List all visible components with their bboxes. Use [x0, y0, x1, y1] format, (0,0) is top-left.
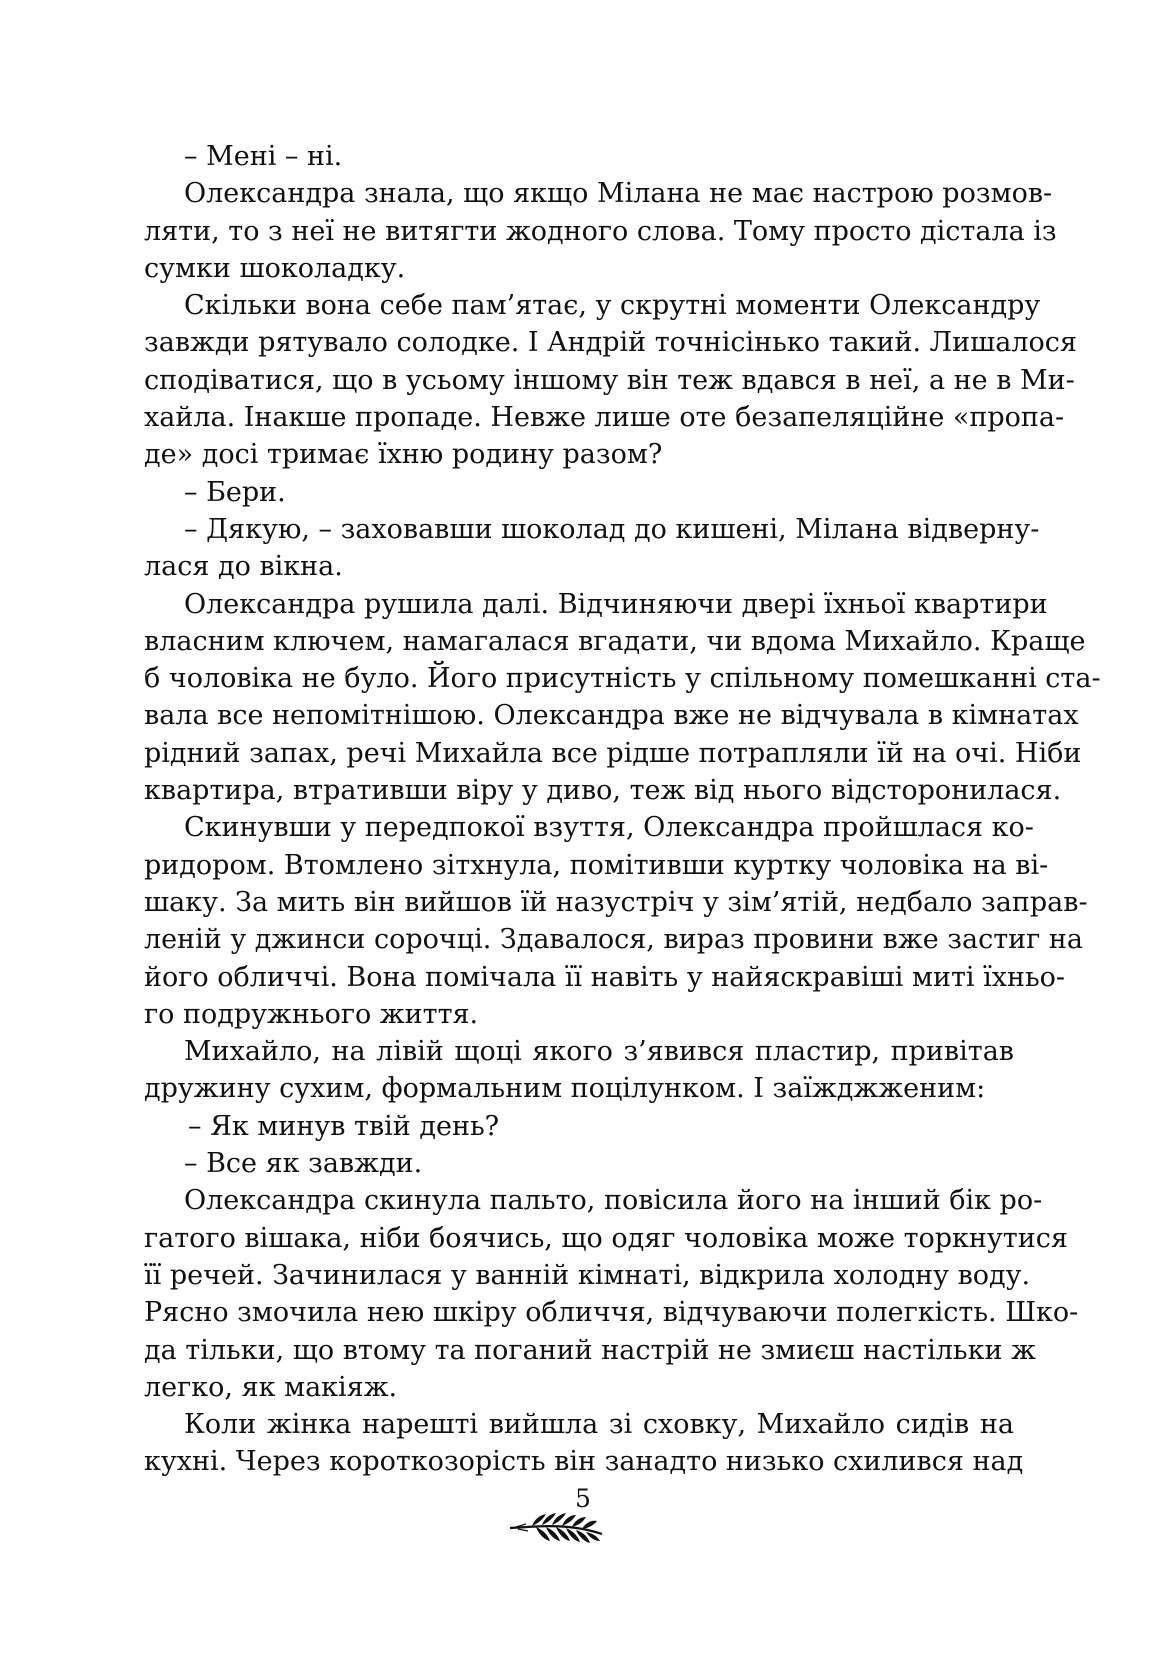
text-line: де» досі тримає їхню родину разом?	[144, 439, 663, 471]
text-line: вала все непомітнішою. Олександра вже не відчувала в кімнатах	[144, 700, 1079, 732]
text-line: хайла. Інакше пропаде. Невже лише оте безапеляційне «пропа-	[144, 402, 1065, 434]
wheat-ear-ornament-icon	[508, 1510, 608, 1550]
text-line: рідний запах, речі Михайла все рідше потрапляли їй на очі. Ніби	[144, 737, 1082, 769]
text-line: його обличчі. Вона помічала її навіть у найяскравіші миті їхньо-	[144, 961, 1066, 993]
text-line: шаку. За мить він вийшов їй назустріч у зім’ятій, недбало заправ-	[144, 886, 1088, 918]
text-line: кухні. Через короткозорість він занадто низько схилився над	[144, 1446, 1024, 1478]
text-line: лася до вікна.	[144, 551, 343, 583]
text-line: її речей. Зачинилася у ванній кімнаті, відкрила холодну воду.	[144, 1259, 1031, 1291]
paragraph-first-line: Олександра рушила далі. Відчиняючи двері їхньої квартири	[184, 588, 1048, 620]
text-line: гатого вішака, ніби боячись, що одяг чоловіка може торкнутися	[144, 1222, 1068, 1254]
text-line: го подружнього життя.	[144, 998, 479, 1030]
paragraph-first-line: Олександра скинула пальто, повісила його на інший бік ро-	[184, 1185, 1043, 1217]
text-line: дружину сухим, формальним поцілунком. І заїжджженим:	[144, 1073, 986, 1105]
text-line: сумки шоколадку.	[144, 252, 406, 284]
paragraph-first-line: – Все як завжди.	[184, 1148, 423, 1180]
text-line: завжди рятувало солодке. І Андрій точнісінько такий. Лишалося	[144, 327, 1077, 359]
paragraph-first-line: – Бери.	[184, 476, 286, 508]
text-line: власним ключем, намагалася вгадати, чи вдома Михайло. Краще	[144, 625, 1086, 657]
text-line: б чоловіка не було. Його присутність у спільному помешканні ста-	[144, 663, 1101, 695]
paragraph-first-line: Михайло, на лівій щоці якого з’явився пластир, привітав	[184, 1036, 1014, 1068]
text-line: ридором. Втомлено зітхнула, помітивши куртку чоловіка на ві-	[144, 849, 1049, 881]
paragraph-first-line: Скільки вона себе пам’ятає, у скрутні моменти Олександру	[184, 290, 1041, 322]
text-line: леній у джинси сорочці. Здавалося, вираз провини вже застиг на	[144, 924, 1083, 956]
text-line: квартира, втративши віру у диво, теж від нього відсторонилася.	[144, 775, 1062, 807]
paragraph-first-line: – Як минув твій день?	[188, 1110, 500, 1142]
page-number: 5	[575, 1484, 591, 1513]
paragraph-first-line: Олександра знала, що якщо Мілана не має настрою розмов-	[184, 178, 1053, 210]
page-body-text	[144, 138, 1101, 1481]
paragraph-first-line: – Дякую, – заховавши шоколад до кишені, Мілана відверну-	[184, 513, 1040, 545]
paragraph-first-line: Коли жінка нарешті вийшла зі сховку, Михайло сидів на	[184, 1409, 1014, 1441]
text-line: легко, як макіяж.	[144, 1371, 398, 1403]
paragraph-first-line: – Мені – ні.	[184, 141, 343, 172]
text-line: сподіватися, що в усьому іншому він теж вдався в неї, а не в Ми-	[144, 364, 1075, 396]
text-line: ляти, то з неї не витягти жодного слова. Тому просто дістала із	[144, 215, 1057, 247]
text-line: Рясно змочила нею шкіру обличчя, відчуваючи полегкість. Шко-	[144, 1297, 1079, 1329]
text-line: да тільки, що втому та поганий настрій не змиєш настільки ж	[144, 1334, 1036, 1366]
paragraph-first-line: Скинувши у передпокої взуття, Олександра пройшлася ко-	[184, 812, 1034, 844]
